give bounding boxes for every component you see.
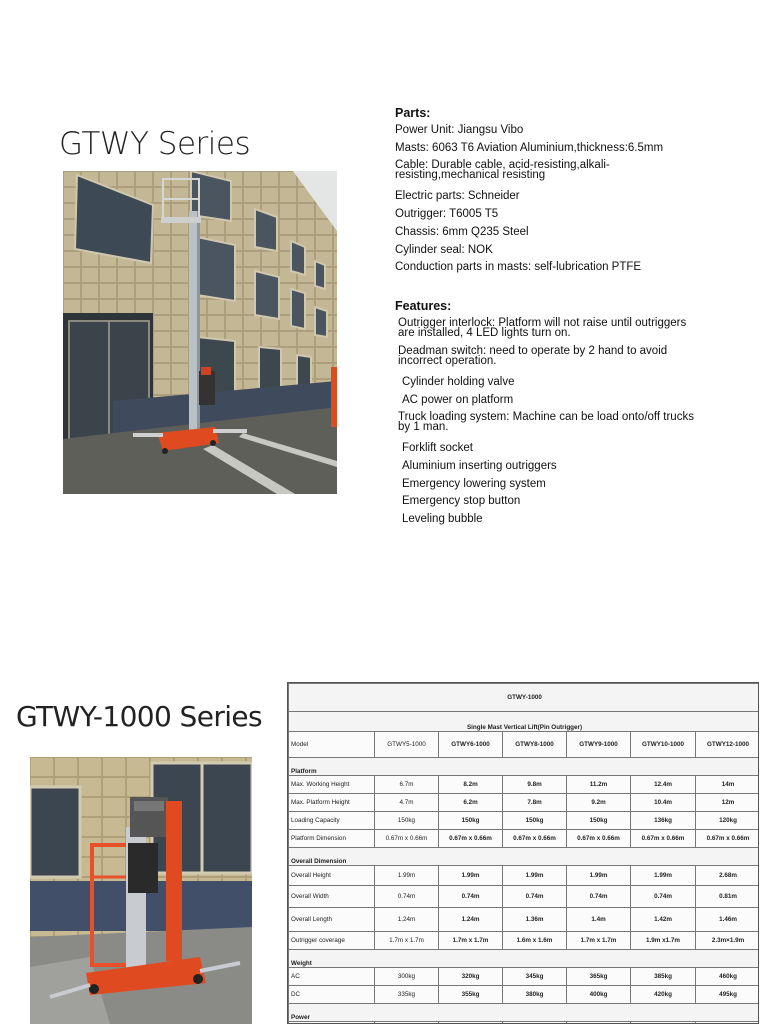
parts-item: Power Unit: Jiangsu Vibo [395, 124, 524, 136]
parts-item: Cylinder seal: NOK [395, 243, 493, 256]
row-value: 380kg [503, 986, 567, 1004]
features-item: Forklift socket [402, 442, 473, 455]
parts-heading: Parts: [395, 106, 431, 120]
section-header: Overall Dimension [289, 848, 760, 866]
row-label: Max. Platform Height [289, 794, 375, 812]
row-value: 0.67m x 0.66m [631, 830, 696, 848]
features-item: Cylinder holding valve [402, 375, 515, 388]
row-value: 1.4m [567, 908, 631, 932]
row-value: 1.99m [439, 866, 503, 886]
row-value: 8.2m [439, 776, 503, 794]
table-row [289, 794, 760, 812]
parts-item: Masts: 6063 T6 Aviation Aluminium,thickness:6.5mm [395, 141, 664, 154]
table-row [289, 776, 760, 794]
specifications-panel [395, 104, 755, 529]
row-value: 12m [696, 794, 760, 812]
row-label: Max. Working Height [289, 776, 375, 794]
row-value: 6.2m [439, 794, 503, 812]
table-row [289, 968, 760, 986]
table-row-model [289, 732, 760, 758]
spec-table-grid [288, 683, 759, 1024]
section-header: Platform [289, 758, 760, 776]
features-item: Aluminium inserting outriggers [402, 460, 557, 473]
row-value: 0.74m [375, 886, 439, 908]
table-row [289, 886, 760, 908]
page-title-gtwy-1000-series: GTWY-1000 Series [16, 700, 263, 733]
row-value: 0.74m [567, 886, 631, 908]
row-value: 345kg [503, 968, 567, 986]
lift-closeup-image [30, 757, 252, 1024]
features-item: Emergency lowering system [402, 477, 546, 490]
row-value: 120kg [696, 812, 760, 830]
model-label: Model [289, 732, 375, 758]
row-value: 150kg [567, 812, 631, 830]
row-value: 11.2m [567, 776, 631, 794]
row-label: AC [289, 968, 375, 986]
table-title: GTWY-1000 [289, 684, 760, 712]
parts-item: Electric parts: Schneider [395, 190, 520, 203]
row-value: 1.6m x 1.6m [503, 932, 567, 950]
row-value: 0.74m [631, 886, 696, 908]
features-item: Truck loading system: Machine can be load onto/off trucks by 1 man. [398, 411, 694, 434]
table-section-row [289, 848, 760, 866]
table-section-row [289, 758, 760, 776]
row-value: 1.24m [439, 908, 503, 932]
features-item: Emergency stop button [402, 495, 521, 508]
row-label: Overall Length [289, 908, 375, 932]
features-item: Leveling bubble [402, 513, 483, 526]
row-value: 0.67m x 0.66m [439, 830, 503, 848]
row-value: 2.3m×1.9m [696, 932, 760, 950]
row-value: 1.36m [503, 908, 567, 932]
row-value: 460kg [696, 968, 760, 986]
row-value: 150kg [439, 812, 503, 830]
row-label: Outrigger coverage [289, 932, 375, 950]
section-header: Weight [289, 950, 760, 968]
table-row [289, 908, 760, 932]
row-value: 0.81m [696, 886, 760, 908]
table-section-row [289, 1004, 760, 1022]
section-header: Power [289, 1004, 760, 1022]
row-value: 12.4m [631, 776, 696, 794]
lift-closeup-photo [30, 757, 252, 1024]
row-value: 1.46m [696, 908, 760, 932]
row-value: 9.2m [567, 794, 631, 812]
table-row [289, 812, 760, 830]
row-value: 320kg [439, 968, 503, 986]
row-value: 1.7m x 1.7m [375, 932, 439, 950]
features-item: Outrigger interlock: Platform will not raise until outriggers are installed, 4 LED lights turn on. [398, 316, 687, 339]
row-label: Loading Capacity [289, 812, 375, 830]
table-section-row [289, 950, 760, 968]
row-value: 1.99m [503, 866, 567, 886]
row-value: 1.9m x1.7m [631, 932, 696, 950]
building-lift-image [63, 171, 337, 494]
model-header-cell: GTWY9-1000 [567, 732, 631, 758]
row-value: 4.7m [375, 794, 439, 812]
features-item: AC power on platform [402, 393, 514, 406]
row-value: 136kg [631, 812, 696, 830]
row-value: 150kg [375, 812, 439, 830]
row-value: 0.67m x 0.66m [696, 830, 760, 848]
model-header-cell: GTWY12-1000 [696, 732, 760, 758]
parts-item: Conduction parts in masts: self-lubrication PTFE [395, 261, 642, 274]
lift-building-photo [63, 171, 337, 494]
row-value: 335kg [375, 986, 439, 1004]
row-value: 1.7m x 1.7m [439, 932, 503, 950]
row-value: 1.24m [375, 908, 439, 932]
row-value: 2.68m [696, 866, 760, 886]
row-value: 14m [696, 776, 760, 794]
features-heading: Features: [395, 298, 452, 313]
page-title-gtwy-series: GTWY Series [59, 126, 251, 162]
table-subtitle: Single Mast Vertical Lift(Pin Outrigger) [289, 712, 760, 732]
row-value: 0.67m x 0.66m [375, 830, 439, 848]
row-value: 365kg [567, 968, 631, 986]
table-row [289, 986, 760, 1004]
row-value: 0.74m [503, 886, 567, 908]
row-value: 400kg [567, 986, 631, 1004]
row-value: 9.8m [503, 776, 567, 794]
parts-item: Outrigger: T6005 T5 [395, 208, 499, 221]
table-row [289, 866, 760, 886]
row-label: Overall Height [289, 866, 375, 886]
row-value: 0.67m x 0.66m [503, 830, 567, 848]
row-value: 300kg [375, 968, 439, 986]
parts-item: Cable: Durable cable, acid-resisting,alkali-resisting,mechanical resisting [395, 159, 610, 182]
model-header-cell: GTWY8-1000 [503, 732, 567, 758]
row-value: 7.8m [503, 794, 567, 812]
row-label: Overall Width [289, 886, 375, 908]
row-value: 355kg [439, 986, 503, 1004]
model-header-cell: GTWY5-1000 [375, 732, 439, 758]
row-value: 385kg [631, 968, 696, 986]
row-value: 150kg [503, 812, 567, 830]
row-value: 1.42m [631, 908, 696, 932]
model-header-cell: GTWY6-1000 [439, 732, 503, 758]
row-value: 0.67m x 0.66m [567, 830, 631, 848]
model-header-cell: GTWY10-1000 [631, 732, 696, 758]
row-value: 1.99m [567, 866, 631, 886]
row-value: 0.74m [439, 886, 503, 908]
features-item: Deadman switch: need to operate by 2 hand to avoid incorrect operation. [398, 344, 668, 367]
row-label: Platform Dimension [289, 830, 375, 848]
row-value: 1.7m x 1.7m [567, 932, 631, 950]
parts-item: Chassis: 6mm Q235 Steel [395, 225, 529, 238]
row-value: 495kg [696, 986, 760, 1004]
table-row [289, 932, 760, 950]
table-row [289, 830, 760, 848]
row-value: 420kg [631, 986, 696, 1004]
row-value: 1.99m [631, 866, 696, 886]
row-value: 1.99m [375, 866, 439, 886]
row-value: 10.4m [631, 794, 696, 812]
row-value: 6.7m [375, 776, 439, 794]
row-label: DC [289, 986, 375, 1004]
spec-table [287, 682, 759, 1024]
